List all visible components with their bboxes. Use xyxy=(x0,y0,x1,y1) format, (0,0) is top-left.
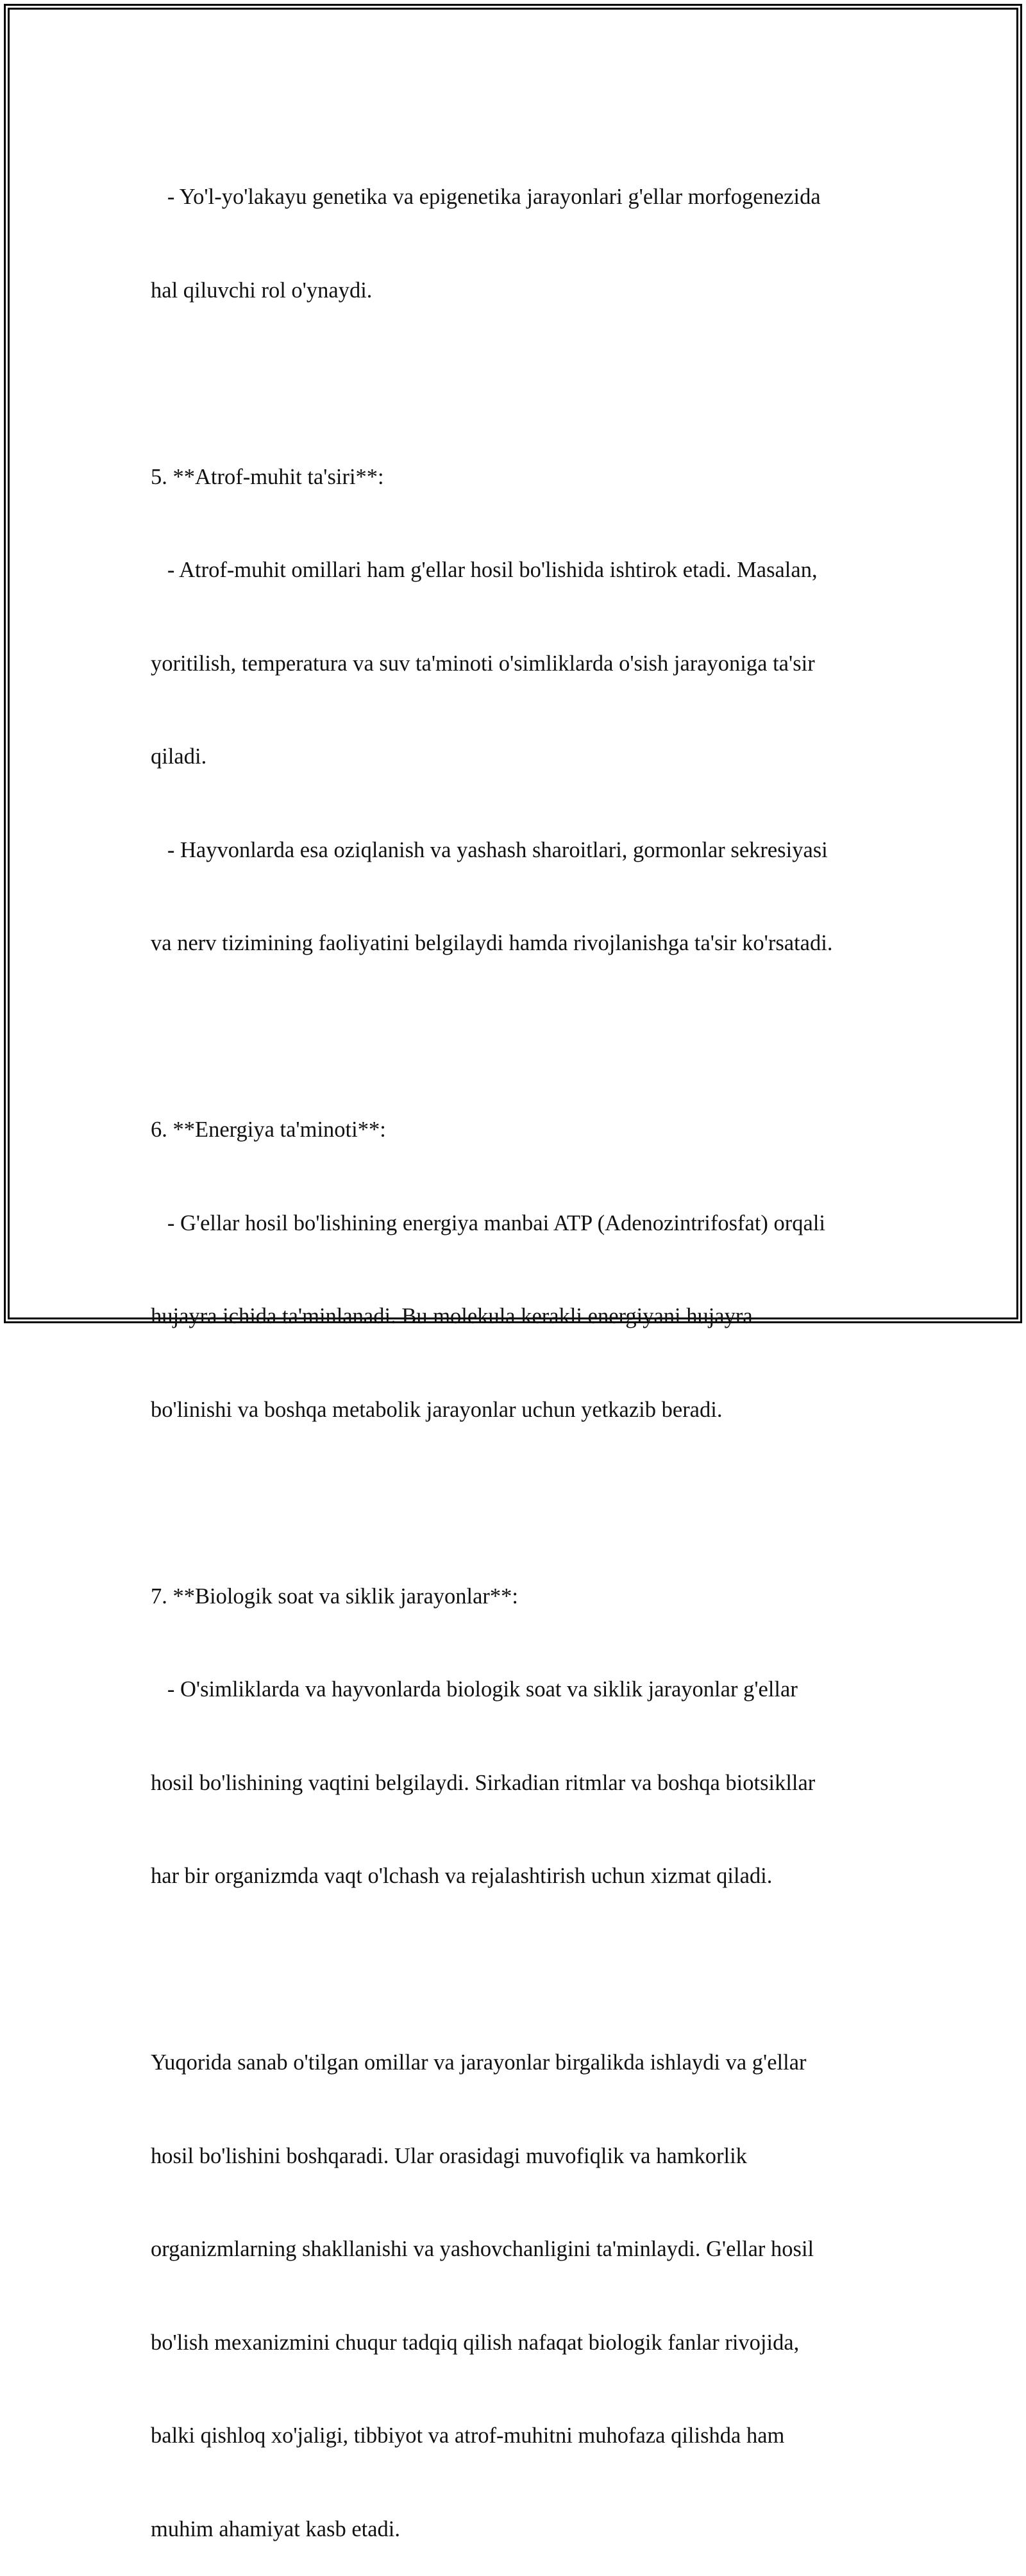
text-line: bo'linishi va boshqa metabolik jarayonlar uchun yetkazib beradi. xyxy=(151,1397,723,1422)
text-line: Yuqorida sanab o'tilgan omillar va jarayonlar birgalikda ishlaydi va g'ellar xyxy=(151,2050,807,2075)
section-heading: 7. **Biologik soat va siklik jarayonlar**: xyxy=(151,1584,519,1609)
text-line: va nerv tizimining faoliyatini belgilaydi hamda rivojlanishga ta'sir ko'rsatadi. xyxy=(151,931,833,955)
blank-line xyxy=(151,368,882,399)
text-line: yoritilish, temperatura va suv ta'minoti o'simliklarda o'sish jarayoniga ta'sir xyxy=(151,651,815,676)
text-line: - Hayvonlarda esa oziqlanish va yashash sharoitlari, gormonlar sekresiyasi xyxy=(151,837,828,862)
text-line: hujayra ichida ta'minlanadi. Bu molekula kerakli energiyani hujayra xyxy=(151,1304,753,1328)
section-heading: 5. **Atrof-muhit ta'siri**: xyxy=(151,464,384,489)
blank-line xyxy=(151,1954,882,1986)
text-line: har bir organizmda vaqt o'lchash va rejalashtirish uchun xizmat qiladi. xyxy=(151,1864,773,1888)
text-line: - Atrof-muhit omillari ham g'ellar hosil bo'lishida ishtirok etadi. Masalan, xyxy=(151,558,818,582)
text-line: bo'lish mexanizmini chuqur tadqiq qilish nafaqat biologik fanlar rivojida, xyxy=(151,2330,800,2355)
section-heading: 6. **Energiya ta'minoti**: xyxy=(151,1117,386,1142)
text-line: - O'simliklarda va hayvonlarda biologik soat va siklik jarayonlar g'ellar xyxy=(151,1677,798,1702)
document-body xyxy=(151,119,882,2576)
text-line: hal qiluvchi rol o'ynaydi. xyxy=(151,278,373,303)
text-line: qiladi. xyxy=(151,744,207,769)
text-line: balki qishloq xo'jaligi, tibbiyot va atrof-muhitni muhofaza qilishda ham xyxy=(151,2423,785,2448)
text-line: - G'ellar hosil bo'lishining energiya manbai ATP (Adenozintrifosfat) orqali xyxy=(151,1210,825,1235)
text-line: hosil bo'lishining vaqtini belgilaydi. Sirkadian ritmlar va boshqa biotsikllar xyxy=(151,1770,816,1795)
blank-line xyxy=(151,1487,882,1519)
text-line: - Yo'l-yo'lakayu genetika va epigenetika jarayonlari g'ellar morfogenezida xyxy=(151,185,821,209)
text-line: muhim ahamiyat kasb etadi. xyxy=(151,2516,400,2541)
text-line: organizmlarning shakllanishi va yashovchanligini ta'minlaydi. G'ellar hosil xyxy=(151,2237,814,2261)
blank-line xyxy=(151,1021,882,1053)
text-line: hosil bo'lishini boshqaradi. Ular orasidagi muvofiqlik va hamkorlik xyxy=(151,2143,747,2168)
